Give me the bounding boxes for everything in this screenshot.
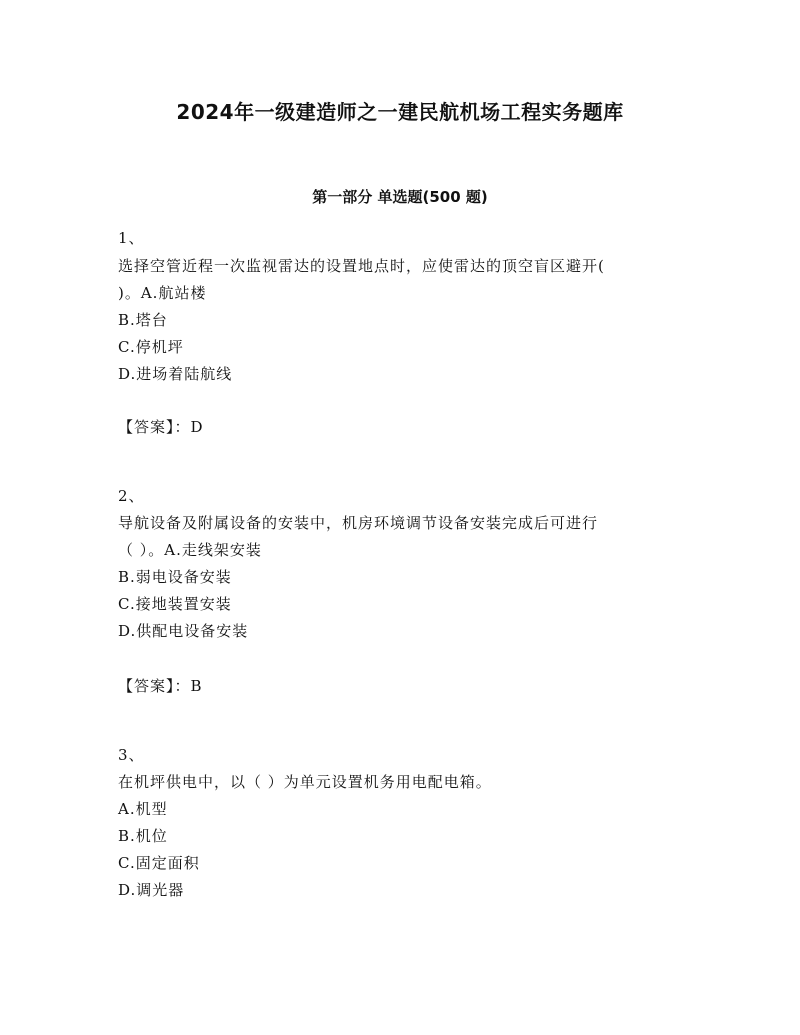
section-title: 第一部分 单选题(500 题) [312,188,488,206]
question-1-option-b: B.塔台 [118,311,168,329]
question-3-stem: 在机坪供电中，以（ ）为单元设置机务用电配电箱。 [118,773,492,791]
question-3-option-c: C.固定面积 [118,854,200,872]
question-1-option-d: D.进场着陆航线 [118,365,233,383]
question-2-option-d: D.供配电设备安装 [118,622,249,640]
question-1-number: 1、 [118,229,145,247]
answer-label: 【答案】： [118,677,191,695]
question-2-option-c: C.接地装置安装 [118,595,232,613]
question-2-answer [118,676,203,696]
question-1-stem-cont: )。A.航站楼 [118,284,207,302]
answer-label: 【答案】： [118,418,191,436]
question-2-option-b: B.弱电设备安装 [118,568,232,586]
answer-value: D [190,418,204,436]
question-1-stem: 选择空管近程一次监视雷达的设置地点时，应使雷达的顶空盲区避开( [118,257,605,275]
question-3-option-a: A.机型 [118,800,168,818]
question-2-stem: 导航设备及附属设备的安装中，机房环境调节设备安装完成后可进行 [118,514,599,532]
answer-value: B [190,677,203,695]
question-3-number: 3、 [118,746,145,764]
question-1-answer [118,417,204,437]
question-2-number: 2、 [118,487,145,505]
question-3-option-b: B.机位 [118,827,168,845]
question-3-option-d: D.调光器 [118,881,185,899]
document-title: 2024年一级建造师之一建民航机场工程实务题库 [176,100,624,124]
question-1-option-c: C.停机坪 [118,338,184,356]
question-2-stem-cont: （ ）。A.走线架安装 [118,541,262,559]
